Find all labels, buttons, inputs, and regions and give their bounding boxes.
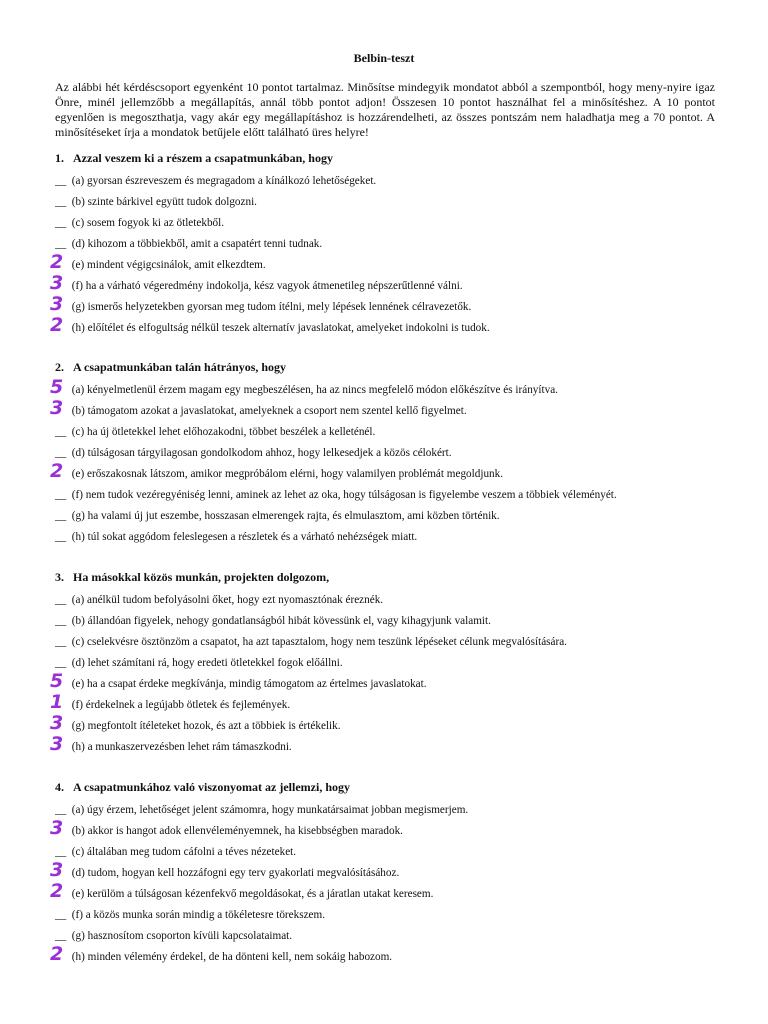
statement-letter: (h) — [71, 741, 85, 753]
score-blank[interactable]: __ — [55, 804, 67, 816]
statement-text: szinte bárkivel együtt tudok dolgozni. — [87, 196, 257, 208]
statement-text: mindent végigcsinálok, amit elkezdtem. — [87, 259, 266, 271]
statement-letter: (g) — [71, 720, 85, 732]
question-number: 1. — [55, 151, 64, 165]
statement-item — [50, 397, 735, 425]
statement-letter: (f) — [71, 909, 83, 921]
statement-text: érdekelnek a legújabb ötletek és fejlemények. — [85, 699, 291, 711]
statement-item — [55, 929, 735, 950]
statement-text: minden vélemény érdekel, de ha dönteni kell, nem sokáig habozom. — [87, 951, 393, 963]
statement-text: erőszakosnak látszom, amikor megpróbálom elérni, hogy valamilyen problémát megoldjunk. — [87, 468, 504, 480]
statement-item — [55, 509, 735, 530]
handwritten-score: 2 — [50, 943, 64, 965]
statement-item — [55, 614, 735, 635]
handwritten-score: 5 — [50, 376, 64, 398]
statement-letter: (f) — [71, 280, 83, 292]
handwritten-score: 3 — [50, 272, 64, 294]
statement-text: ismerős helyzetekben gyorsan meg tudom ítélni, mely lépések lennének célravezetők. — [87, 301, 472, 313]
score-blank[interactable]: __ — [55, 196, 67, 208]
statement-letter: (e) — [71, 259, 85, 271]
handwritten-score: 3 — [50, 293, 64, 315]
question-title — [55, 569, 735, 593]
statement-item — [50, 880, 735, 908]
statement-text: túl sokat aggódom feleslegesen a részletek és a várható nehézségek miatt. — [87, 531, 418, 543]
statement-text: általában meg tudom cáfolni a téves nézeteket. — [87, 846, 297, 858]
statement-text: sosem fogyok ki az ötletekből. — [87, 217, 225, 229]
statement-letter: (d) — [71, 447, 85, 459]
score-blank[interactable]: __ — [55, 615, 67, 627]
statement-text: ha a csapat érdeke megkívánja, mindig támogatom az értelmes javaslatokat. — [87, 678, 427, 690]
statement-item — [50, 293, 735, 321]
statement-text: akkor is hangot adok ellenvéleményemnek, ha kisebbségben maradok. — [87, 825, 403, 837]
statement-item — [50, 817, 735, 845]
question-title — [55, 779, 735, 803]
statement-letter: (c) — [71, 846, 85, 858]
handwritten-score: 2 — [50, 251, 64, 273]
question-title — [55, 359, 735, 383]
score-blank[interactable]: __ — [55, 594, 67, 606]
statement-letter: (a) — [71, 175, 85, 187]
handwritten-score: 3 — [50, 397, 64, 419]
statement-item — [50, 859, 735, 887]
statement-letter: (d) — [71, 238, 85, 250]
statement-letter: (b) — [71, 405, 85, 417]
statement-letter: (g) — [71, 510, 85, 522]
statement-item — [55, 237, 735, 258]
statement-letter: (b) — [71, 825, 85, 837]
statement-item — [55, 593, 735, 614]
score-blank[interactable]: __ — [55, 531, 67, 543]
statement-letter: (c) — [71, 217, 85, 229]
question-title — [55, 150, 735, 174]
statement-item — [55, 908, 735, 929]
statement-item — [50, 670, 735, 698]
statement-text: előítélet és elfogultság nélkül teszek alternatív javaslatokat, amelyeket indokolni is tudok. — [87, 322, 490, 334]
statement-text: a munkaszervezésben lehet rám támaszkodni. — [87, 741, 292, 753]
score-blank[interactable]: __ — [55, 426, 67, 438]
statement-item — [50, 272, 735, 300]
statement-letter: (f) — [71, 489, 83, 501]
score-blank[interactable]: __ — [55, 447, 67, 459]
question-number: 2. — [55, 360, 64, 374]
question-section — [50, 359, 735, 551]
score-blank[interactable]: __ — [55, 846, 67, 858]
statement-text: ha a várható végeredmény indokolja, kész vagyok átmenetileg népszerűtlenné válni. — [85, 280, 463, 292]
statement-item — [55, 635, 735, 656]
score-blank[interactable]: __ — [55, 510, 67, 522]
statement-letter: (d) — [71, 867, 85, 879]
handwritten-score: 2 — [50, 314, 64, 336]
statement-text: lehet számítani rá, hogy eredeti ötletekkel fogok előállni. — [87, 657, 343, 669]
question-title-text: Ha másokkal közös munkán, projekten dolgozom, — [73, 570, 330, 584]
question-section — [50, 150, 735, 342]
statement-letter: (f) — [71, 699, 83, 711]
statement-item — [50, 314, 735, 342]
statement-text: ha új ötletekkel lehet előhozakodni, többet beszélek a kelleténél. — [87, 426, 376, 438]
score-blank[interactable]: __ — [55, 238, 67, 250]
statement-text: túlságosan tárgyilagosan gondolkodom ahhoz, hogy lelkesedjek a közös célokért. — [87, 447, 452, 459]
statement-letter: (e) — [71, 888, 85, 900]
score-blank[interactable]: __ — [55, 909, 67, 921]
statement-text: támogatom azokat a javaslatokat, amelyeknek a csoport nem szentel kellő figyelmet. — [87, 405, 467, 417]
statement-letter: (b) — [71, 615, 85, 627]
statement-item — [50, 251, 735, 279]
statement-text: ha valami új jut eszembe, hosszasan elmerengek rajta, és elmulasztom, ami közben történik. — [87, 510, 500, 522]
statement-item — [50, 943, 735, 971]
statement-letter: (g) — [71, 301, 85, 313]
statement-item — [55, 488, 735, 509]
statement-letter: (b) — [71, 196, 85, 208]
question-number: 4. — [55, 780, 64, 794]
statement-item — [55, 656, 735, 677]
question-title-text: Azzal veszem ki a részem a csapatmunkában, hogy — [73, 151, 333, 165]
statement-letter: (g) — [71, 930, 85, 942]
statement-letter: (a) — [71, 384, 85, 396]
score-blank[interactable]: __ — [55, 930, 67, 942]
statement-item — [55, 195, 735, 216]
statement-text: úgy érzem, lehetőséget jelent számomra, hogy munkatársaimat jobban megismerjem. — [87, 804, 469, 816]
statement-item — [50, 712, 735, 740]
score-blank[interactable]: __ — [55, 489, 67, 501]
handwritten-score: 3 — [50, 859, 64, 881]
statement-text: a közös munka során mindig a tökéletesre törekszem. — [85, 909, 325, 921]
statement-letter: (e) — [71, 468, 85, 480]
statement-text: anélkül tudom befolyásolni őket, hogy ezt nyomasztónak éreznék. — [87, 594, 384, 606]
statement-item — [50, 691, 735, 719]
statement-item — [55, 530, 735, 551]
statement-text: tudom, hogyan kell hozzáfogni egy terv gyakorlati megvalósításához. — [87, 867, 400, 879]
question-number: 3. — [55, 570, 64, 584]
statement-letter: (h) — [71, 951, 85, 963]
statement-item — [50, 460, 735, 488]
handwritten-score: 3 — [50, 817, 64, 839]
handwritten-score: 5 — [50, 670, 64, 692]
statement-text: kerülöm a túlságosan kézenfekvő megoldásokat, és a járatlan utakat keresem. — [87, 888, 434, 900]
statement-text: hasznosítom csoporton kívüli kapcsolataimat. — [87, 930, 293, 942]
statement-item — [55, 803, 735, 824]
handwritten-score: 2 — [50, 460, 64, 482]
intro-paragraph: Az alábbi hét kérdéscsoport egyenként 10 pontot tartalmaz. Minősítse mindegyik mondatot abból a szempontból, hogy meny-nyire igaz Önre, minél jellemzőbb a megállapítás, annál több pontot adjon! Összesen 10 pontot használhat fel a minősítéshez. A 10 pontot egyenlően is megoszthatja, vagy akár egy megállapításhoz is hozzárendelheti, az összes pontszám nem haladhatja meg a 70 pontot. A minősítéseket írja a mondatok betűjele előtt található üres helyre! — [55, 80, 715, 139]
statement-text: nem tudok vezéregyéniség lenni, aminek az lehet az oka, hogy túlságosan is figyelembe veszem a többiek véleményét. — [85, 489, 617, 501]
statement-text: kihozom a többiekből, amit a csapatért tenni tudnak. — [87, 238, 323, 250]
statement-letter: (a) — [71, 804, 85, 816]
statement-text: állandóan figyelek, nehogy gondatlanságból hibát kövessünk el, vagy kihagyjunk valamit. — [87, 615, 491, 627]
score-blank[interactable]: __ — [55, 636, 67, 648]
statement-text: megfontolt ítéleteket hozok, és azt a többiek is értékelik. — [87, 720, 341, 732]
statement-item — [50, 733, 735, 761]
statement-text: cselekvésre ösztönzöm a csapatot, ha azt tapasztalom, hogy nem teszünk lépéseket célunk megvalósítására. — [87, 636, 567, 648]
statement-letter: (e) — [71, 678, 85, 690]
score-blank[interactable]: __ — [55, 217, 67, 229]
statement-item — [55, 174, 735, 195]
handwritten-score: 1 — [50, 691, 64, 713]
statement-letter: (h) — [71, 322, 85, 334]
score-blank[interactable]: __ — [55, 175, 67, 187]
question-title-text: A csapatmunkában talán hátrányos, hogy — [73, 360, 287, 374]
handwritten-score: 3 — [50, 712, 64, 734]
page-title: Belbin-teszt — [353, 51, 415, 65]
statement-letter: (c) — [71, 636, 85, 648]
statement-item — [50, 376, 735, 404]
statement-item — [55, 845, 735, 866]
statement-letter: (a) — [71, 594, 85, 606]
statement-letter: (d) — [71, 657, 85, 669]
statement-item — [55, 216, 735, 237]
statement-item — [55, 425, 735, 446]
question-section — [50, 779, 735, 971]
statement-letter: (c) — [71, 426, 85, 438]
question-title-text: A csapatmunkához való viszonyomat az jellemzi, hogy — [73, 780, 350, 794]
statement-item — [55, 446, 735, 467]
score-blank[interactable]: __ — [55, 657, 67, 669]
statement-letter: (h) — [71, 531, 85, 543]
handwritten-score: 3 — [50, 733, 64, 755]
handwritten-score: 2 — [50, 880, 64, 902]
statement-text: gyorsan észreveszem és megragadom a kínálkozó lehetőségeket. — [87, 175, 377, 187]
question-section — [50, 569, 735, 761]
statement-text: kényelmetlenül érzem magam egy megbeszélésen, ha az nincs megfelelő módon előkészítve és irányítva. — [87, 384, 558, 396]
